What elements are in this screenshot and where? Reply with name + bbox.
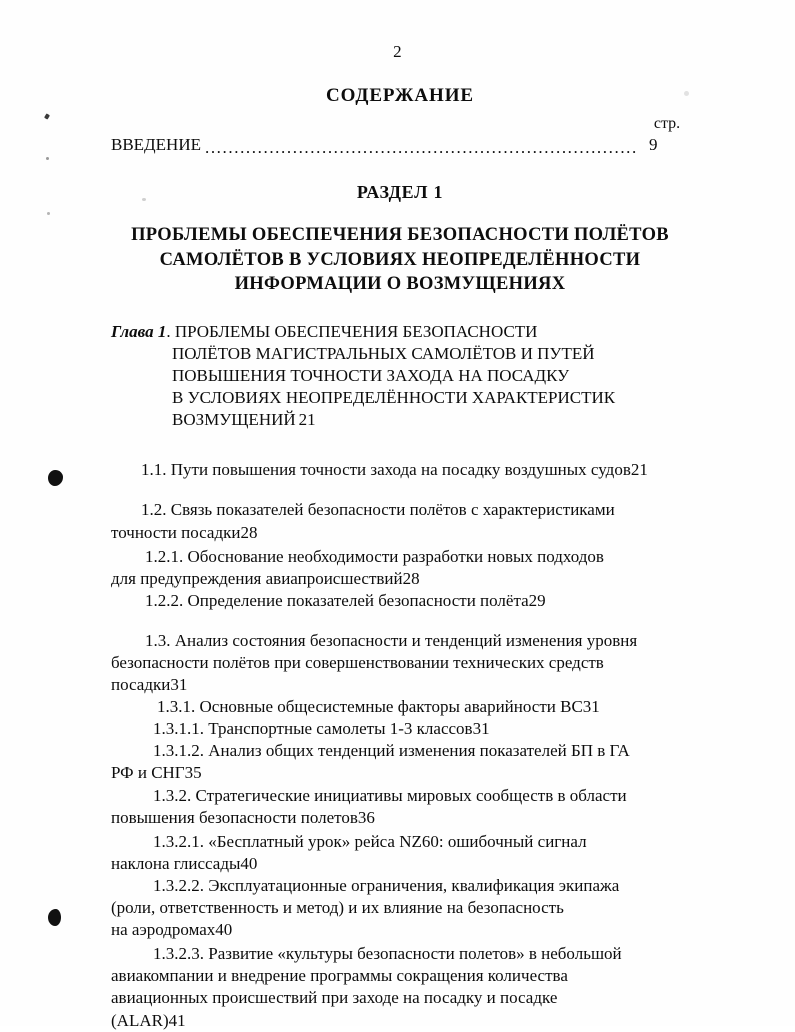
toc-entry-page: 31: [472, 719, 490, 739]
toc-entry-last-line: [111, 590, 689, 612]
toc-entry-1-3[interactable]: [111, 630, 689, 696]
toc-entry-label: 1.2.2. Определение показателей безопасности полёта: [145, 590, 529, 610]
page-title: СОДЕРЖАНИЕ: [326, 85, 474, 106]
toc-entry-page: 29: [528, 590, 546, 610]
toc-entry-1-2[interactable]: [111, 499, 689, 543]
toc-entry-list: [111, 447, 689, 1031]
toc-entry-page: 28: [240, 522, 258, 542]
toc-entry-last-line: [111, 853, 689, 875]
toc-entry-label: 1.1. Пути повышения точности захода на посадку воздушных судов: [141, 460, 631, 480]
toc-entry-page: 21: [630, 460, 648, 480]
toc-entry-page: 40: [240, 853, 258, 873]
toc-entry-line: 1.3.2. Стратегические инициативы мировых сообществ в области: [153, 785, 627, 805]
toc-entry-last-line: [111, 568, 689, 590]
toc-entry-page: 40: [215, 920, 233, 940]
toc-entry-label: 1.3.1.1. Транспортные самолеты 1-3 классов: [153, 719, 473, 739]
toc-entry-last-line: [111, 696, 689, 718]
toc-entry-page: 31: [170, 675, 188, 695]
toc-entry-introduction[interactable]: [111, 134, 689, 156]
section-title: [111, 223, 689, 297]
toc-entry-1-2-2[interactable]: [111, 590, 689, 612]
toc-spacer: [111, 612, 689, 630]
toc-spacer: [111, 481, 689, 499]
toc-spacer: [111, 447, 689, 459]
toc-entry-line: 1.3.1.2. Анализ общих тенденций изменения показателей БП в ГА: [153, 741, 630, 761]
toc-entry-label: для предупреждения авиапроисшествий: [111, 568, 403, 588]
toc-entry-line: безопасности полётов при совершенствовании технических средств: [111, 653, 604, 672]
chapter-1-title-rest: [111, 343, 689, 431]
toc-entry-line: 1.2. Связь показателей безопасности полётов с характеристиками: [141, 500, 615, 520]
toc-entry-line: 1.2.1. Обоснование необходимости разработки новых подходов: [145, 546, 604, 566]
page-column-caption: стр.: [653, 115, 681, 132]
toc-entry-line: 1.3.2.1. «Бесплатный урок» рейса NZ60: ошибочный сигнал: [153, 831, 587, 851]
toc-entry-page: 35: [184, 763, 202, 783]
toc-entry-line: 1.3.2.2. Эксплуатационные ограничения, квалификация экипажа: [153, 875, 620, 895]
toc-entry-last-line: [111, 807, 689, 829]
section-title-line-2: САМОЛЁТОВ В УСЛОВИЯХ НЕОПРЕДЕЛЁННОСТИ: [159, 249, 641, 270]
chapter-word: Глава 1: [111, 321, 167, 341]
toc-entry-line: 1.3. Анализ состояния безопасности и тенденций изменения уровня: [145, 630, 638, 650]
toc-entry-1-1[interactable]: [111, 459, 689, 481]
toc-entry-1-3-1-2[interactable]: [111, 740, 689, 784]
toc-entry-label: посадки: [111, 675, 171, 695]
dot-leader: [205, 139, 636, 156]
section-label: РАЗДЕЛ 1: [356, 182, 444, 203]
scan-artifact-blob-lower: [48, 909, 61, 926]
toc-entry-page: 41: [168, 1010, 186, 1030]
scan-artifact-blob-upper: [48, 470, 63, 486]
toc-entry-line: (роли, ответственность и метод) и их влияние на безопасность: [111, 898, 564, 918]
toc-entry-page: 28: [402, 568, 420, 588]
chapter-title-line-5: ВОЗМУЩЕНИЙ: [172, 410, 296, 430]
chapter-title-line-4: В УСЛОВИЯХ НЕОПРЕДЕЛЁННОСТИ ХАРАКТЕРИСТИК: [172, 388, 616, 408]
toc-entry-label: (ALAR): [111, 1010, 169, 1030]
introduction-entry-block: [111, 115, 689, 156]
toc-entry-1-3-2-2[interactable]: [111, 875, 689, 941]
toc-entry-last-line: [111, 459, 689, 481]
toc-entry-line: 1.3.2.3. Развитие «культуры безопасности полетов» в небольшой: [153, 944, 622, 964]
toc-entry-label: ВВЕДЕНИЕ: [111, 135, 201, 154]
chapter-title-line-2: ПОЛЁТОВ МАГИСТРАЛЬНЫХ САМОЛЁТОВ И ПУТЕЙ: [172, 343, 595, 363]
toc-entry-last-line: [111, 762, 689, 784]
chapter-title-last-line: [172, 409, 689, 431]
chapter-title-line-1: ПРОБЛЕМЫ ОБЕСПЕЧЕНИЯ БЕЗОПАСНОСТИ: [174, 321, 538, 341]
toc-entry-last-line: [111, 674, 689, 696]
chapter-page: 21: [298, 410, 316, 430]
toc-entry-last-line: [111, 718, 689, 740]
toc-entry-1-3-2-1[interactable]: [111, 831, 689, 875]
toc-entry-line: авиационных происшествий при заходе на посадку и посадке: [111, 988, 558, 1008]
scan-artifact-speck-left-a: [46, 157, 49, 160]
toc-entry-line: авиакомпании и внедрение программы сокращения количества: [111, 966, 568, 986]
section-title-line-3: ИНФОРМАЦИИ О ВОЗМУЩЕНИЯХ: [234, 274, 566, 295]
toc-entry-page: 9: [649, 135, 658, 154]
chapter-title-line-3: ПОВЫШЕНИЯ ТОЧНОСТИ ЗАХОДА НА ПОСАДКУ: [172, 366, 570, 386]
toc-entry-1-2-1[interactable]: [111, 546, 689, 590]
toc-entry-page: 36: [357, 807, 375, 827]
section-title-line-1: ПРОБЛЕМЫ ОБЕСПЕЧЕНИЯ БЕЗОПАСНОСТИ ПОЛЁТОВ: [131, 225, 669, 246]
toc-entry-1-3-1[interactable]: [111, 696, 689, 718]
toc-entry-last-line: [111, 1010, 689, 1032]
toc-entry-chapter-1[interactable]: [111, 321, 689, 343]
chapter-heading-line-1: [111, 321, 689, 343]
toc-entry-label: повышения безопасности полетов: [111, 807, 358, 827]
toc-entry-last-line: [111, 919, 689, 941]
toc-entry-1-3-2-3[interactable]: [111, 943, 689, 1031]
chapter-word-suffix: .: [166, 321, 171, 341]
toc-entry-1-3-2[interactable]: [111, 785, 689, 829]
toc-entry-1-3-1-1[interactable]: [111, 718, 689, 740]
page-number-folio: 2: [393, 42, 402, 61]
toc-entry-label: 1.3.1. Основные общесистемные факторы аварийности ВС: [157, 697, 583, 717]
scan-artifact-speck-top: [44, 113, 50, 119]
toc-entry-label: РФ и СНГ: [111, 763, 185, 783]
toc-entry-label: наклона глиссады: [111, 853, 241, 873]
toc-entry-page: 31: [582, 697, 600, 717]
table-of-contents: [111, 85, 689, 1032]
scan-artifact-speck-left-b: [47, 212, 50, 215]
toc-entry-last-line: [111, 522, 689, 544]
toc-entry-label: на аэродромах: [111, 920, 216, 940]
toc-entry-label: точности посадки: [111, 522, 241, 542]
